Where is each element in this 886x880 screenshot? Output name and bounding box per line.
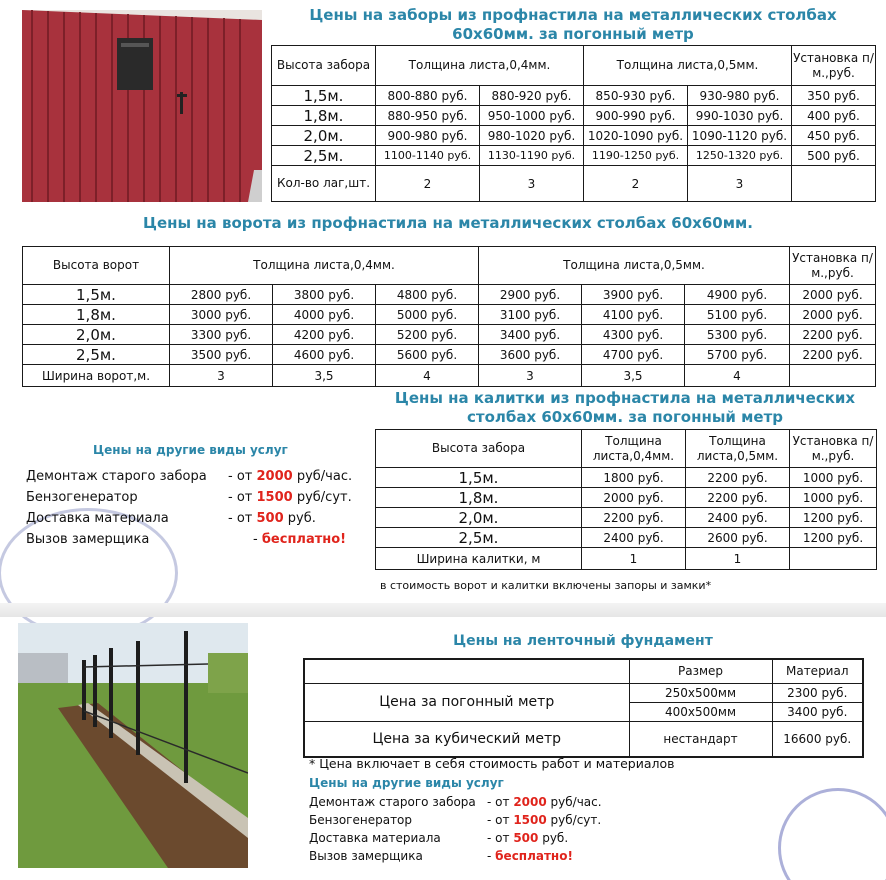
fence-install-cell: 500 руб. — [792, 146, 876, 166]
wicket-price-table — [375, 429, 877, 570]
fence-price-cell: 900-990 руб. — [584, 106, 688, 126]
services-bottom-title: Цены на другие виды услуг — [309, 776, 504, 790]
wicket-install-cell: 1200 руб. — [790, 508, 877, 528]
gates-price-cell: 4600 руб. — [273, 345, 376, 365]
service-price: 2000 — [256, 469, 293, 484]
fence-install-cell: 350 руб. — [792, 86, 876, 106]
section-separator — [0, 603, 886, 617]
gates-price-cell: 4900 руб. — [685, 285, 790, 305]
gates-row-height: 1,8м. — [23, 305, 170, 325]
gates-price-cell: 4800 руб. — [376, 285, 479, 305]
foundation-note: * Цена включает в себя стоимость работ и материалов — [309, 756, 675, 771]
foundation-size-cell: 250х500мм — [629, 683, 772, 702]
service-prefix: - от — [487, 795, 510, 809]
gates-install-cell: 2200 руб. — [790, 345, 876, 365]
service-label: Бензогенератор — [26, 490, 138, 505]
fence-price-cell: 850-930 руб. — [584, 86, 688, 106]
gates-price-cell: 5000 руб. — [376, 305, 479, 325]
service-label: Вызов замерщика — [26, 532, 150, 547]
service-price: 2000 — [513, 795, 547, 809]
service-label: Бензогенератор — [309, 813, 413, 827]
table-row — [23, 345, 876, 365]
fence-row-height: 1,5м. — [272, 86, 376, 106]
gates-width-cell: 4 — [685, 365, 790, 387]
foundation-price-cell: 2300 руб. — [772, 683, 863, 702]
foundation-header-size: Размер — [629, 659, 772, 683]
gates-price-cell: 2900 руб. — [479, 285, 582, 305]
gates-header-install: Установка п/м.,руб. — [790, 247, 876, 285]
wicket-price-cell: 2600 руб. — [686, 528, 790, 548]
foundation-size-cell: нестандарт — [629, 721, 772, 757]
gates-width-label: Ширина ворот,м. — [23, 365, 170, 387]
foundation-cubic-label: Цена за кубический метр — [304, 721, 629, 757]
gates-width-cell: 4 — [376, 365, 479, 387]
service-prefix: - от — [228, 511, 253, 526]
gates-title: Цены на ворота из профнастила на металлических столбах 60х60мм. — [143, 214, 753, 232]
fence-price-cell: 1020-1090 руб. — [584, 126, 688, 146]
gates-install-cell: 2000 руб. — [790, 305, 876, 325]
service-suffix: руб/сут. — [296, 490, 352, 505]
gates-price-cell: 3300 руб. — [170, 325, 273, 345]
wicket-title-line1: Цены на калитки из профнастила на металлических — [394, 389, 856, 407]
gates-header-thick05: Толщина листа,0,5мм. — [479, 247, 790, 285]
gates-row-height: 2,0м. — [23, 325, 170, 345]
gates-price-cell: 4700 руб. — [582, 345, 685, 365]
service-price: 1500 — [256, 490, 293, 505]
fence-lag-label: Кол-во лаг,шт. — [272, 166, 376, 202]
fence-title-line1: Цены на заборы из профнастила на металлических столбах — [309, 6, 837, 24]
wicket-header-thick05: Толщина листа,0,5мм. — [686, 430, 790, 468]
service-prefix: - от — [487, 813, 510, 827]
foundation-price-table — [303, 658, 864, 758]
foundation-header-empty — [304, 659, 629, 683]
gates-price-cell: 5300 руб. — [685, 325, 790, 345]
wicket-row-height: 2,0м. — [376, 508, 582, 528]
wicket-install-cell: 1200 руб. — [790, 528, 877, 548]
table-row — [376, 528, 877, 548]
gates-price-cell: 4300 руб. — [582, 325, 685, 345]
fence-price-cell: 930-980 руб. — [688, 86, 792, 106]
service-suffix: руб/сут. — [550, 813, 602, 827]
table-row — [376, 508, 877, 528]
gates-width-cell: 3,5 — [273, 365, 376, 387]
gates-header-height: Высота ворот — [23, 247, 170, 285]
fence-header-height: Высота забора — [272, 46, 376, 86]
fence-price-cell: 880-950 руб. — [376, 106, 480, 126]
gates-install-cell: 2200 руб. — [790, 325, 876, 345]
gates-price-cell: 4000 руб. — [273, 305, 376, 325]
service-label: Вызов замерщика — [309, 849, 423, 863]
table-row — [304, 683, 863, 702]
table-row — [272, 86, 876, 106]
gates-price-cell: 3100 руб. — [479, 305, 582, 325]
fence-price-cell: 990-1030 руб. — [688, 106, 792, 126]
wicket-row-height: 1,8м. — [376, 488, 582, 508]
service-suffix: руб/час. — [296, 469, 353, 484]
company-stamp-bottom — [778, 788, 886, 880]
table-row — [304, 721, 863, 757]
table-row — [376, 468, 877, 488]
fence-price-cell: 1100-1140 руб. — [376, 146, 480, 166]
service-prefix: - от — [487, 831, 510, 845]
wicket-price-cell: 2400 руб. — [686, 508, 790, 528]
fence-row-height: 2,0м. — [272, 126, 376, 146]
service-label: Доставка материала — [26, 511, 169, 526]
service-prefix: - — [487, 849, 492, 863]
gates-price-cell: 5200 руб. — [376, 325, 479, 345]
wicket-price-cell: 2200 руб. — [686, 468, 790, 488]
table-row — [272, 106, 876, 126]
wicket-header-height: Высота забора — [376, 430, 582, 468]
gates-price-cell: 4100 руб. — [582, 305, 685, 325]
gates-price-cell: 3400 руб. — [479, 325, 582, 345]
service-suffix: руб/час. — [550, 795, 602, 809]
service-label: Демонтаж старого забора — [26, 469, 207, 484]
fence-lag-cell: 2 — [376, 166, 480, 202]
table-row — [272, 166, 876, 202]
table-row — [23, 365, 876, 387]
gates-install-cell: 2000 руб. — [790, 285, 876, 305]
fence-install-cell: 450 руб. — [792, 126, 876, 146]
service-price: 500 — [256, 511, 284, 526]
wicket-price-cell: 2400 руб. — [582, 528, 686, 548]
wicket-price-cell: 2200 руб. — [686, 488, 790, 508]
gates-price-cell: 5100 руб. — [685, 305, 790, 325]
gates-price-cell: 5700 руб. — [685, 345, 790, 365]
gates-price-table — [22, 246, 876, 387]
foundation-header-material: Материал — [772, 659, 863, 683]
fence-lag-cell: 3 — [480, 166, 584, 202]
wicket-price-cell: 2000 руб. — [582, 488, 686, 508]
gates-price-cell: 3500 руб. — [170, 345, 273, 365]
gates-price-cell: 3000 руб. — [170, 305, 273, 325]
service-suffix: руб. — [542, 831, 569, 845]
service-price: 1500 — [513, 813, 547, 827]
wicket-price-cell: 2200 руб. — [582, 508, 686, 528]
services-top-title: Цены на другие виды услуг — [93, 443, 288, 457]
foundation-photo — [18, 623, 248, 868]
wicket-install-cell: 1000 руб. — [790, 488, 877, 508]
fence-price-cell: 950-1000 руб. — [480, 106, 584, 126]
wicket-width-empty — [790, 548, 877, 570]
fence-row-height: 1,8м. — [272, 106, 376, 126]
gates-price-cell: 5600 руб. — [376, 345, 479, 365]
wicket-width-cell: 1 — [686, 548, 790, 570]
fence-title-line2: 60х60мм. за погонный метр — [452, 25, 694, 43]
table-row — [23, 325, 876, 345]
service-prefix: - от — [228, 469, 253, 484]
fence-header-thick05: Толщина листа,0,5мм. — [584, 46, 792, 86]
fence-price-cell: 880-920 руб. — [480, 86, 584, 106]
foundation-price-cell: 3400 руб. — [772, 702, 863, 721]
gates-price-cell: 2800 руб. — [170, 285, 273, 305]
fence-lag-empty — [792, 166, 876, 202]
fence-price-cell: 1090-1120 руб. — [688, 126, 792, 146]
foundation-linear-label: Цена за погонный метр — [304, 683, 629, 721]
service-prefix: - — [253, 532, 258, 547]
wicket-header-install: Установка п/м.,руб. — [790, 430, 877, 468]
fence-header-install: Установка п/м.,руб. — [792, 46, 876, 86]
service-price: 500 — [513, 831, 539, 845]
fence-price-cell: 1250-1320 руб. — [688, 146, 792, 166]
gates-width-cell: 3,5 — [582, 365, 685, 387]
table-row — [23, 285, 876, 305]
fence-price-cell: 900-980 руб. — [376, 126, 480, 146]
wicket-note: в стоимость ворот и калитки включены запоры и замки* — [380, 579, 712, 592]
table-row — [272, 126, 876, 146]
gates-price-cell: 3900 руб. — [582, 285, 685, 305]
fence-gate-photo — [22, 10, 262, 202]
wicket-row-height: 2,5м. — [376, 528, 582, 548]
wicket-row-height: 1,5м. — [376, 468, 582, 488]
gates-price-cell: 4200 руб. — [273, 325, 376, 345]
gates-header-thick04: Толщина листа,0,4мм. — [170, 247, 479, 285]
service-prefix: - от — [228, 490, 253, 505]
gates-row-height: 1,5м. — [23, 285, 170, 305]
wicket-width-cell: 1 — [582, 548, 686, 570]
service-suffix: руб. — [287, 511, 316, 526]
table-row — [376, 488, 877, 508]
fence-row-height: 2,5м. — [272, 146, 376, 166]
service-price: бесплатно! — [261, 532, 347, 547]
fence-price-cell: 1130-1190 руб. — [480, 146, 584, 166]
wicket-price-cell: 1800 руб. — [582, 468, 686, 488]
foundation-title: Цены на ленточный фундамент — [453, 633, 713, 649]
wicket-install-cell: 1000 руб. — [790, 468, 877, 488]
service-label: Демонтаж старого забора — [309, 795, 476, 809]
gates-width-empty — [790, 365, 876, 387]
fence-price-table — [271, 45, 876, 202]
gates-row-height: 2,5м. — [23, 345, 170, 365]
gates-width-cell: 3 — [479, 365, 582, 387]
wicket-width-label: Ширина калитки, м — [376, 548, 582, 570]
fence-price-cell: 1190-1250 руб. — [584, 146, 688, 166]
table-row — [376, 548, 877, 570]
foundation-price-cell: 16600 руб. — [772, 721, 863, 757]
gates-price-cell: 3800 руб. — [273, 285, 376, 305]
fence-install-cell: 400 руб. — [792, 106, 876, 126]
service-price: бесплатно! — [495, 849, 573, 863]
gates-price-cell: 3600 руб. — [479, 345, 582, 365]
wicket-header-thick04: Толщина листа,0,4мм. — [582, 430, 686, 468]
table-row — [23, 305, 876, 325]
service-label: Доставка материала — [309, 831, 441, 845]
fence-header-thick04: Толщина листа,0,4мм. — [376, 46, 584, 86]
fence-lag-cell: 2 — [584, 166, 688, 202]
table-row — [272, 146, 876, 166]
fence-price-cell: 800-880 руб. — [376, 86, 480, 106]
gates-width-cell: 3 — [170, 365, 273, 387]
foundation-size-cell: 400х500мм — [629, 702, 772, 721]
fence-price-cell: 980-1020 руб. — [480, 126, 584, 146]
company-stamp-top — [0, 508, 178, 638]
fence-lag-cell: 3 — [688, 166, 792, 202]
wicket-title-line2: столбах 60х60мм. за погонный метр — [467, 408, 783, 426]
